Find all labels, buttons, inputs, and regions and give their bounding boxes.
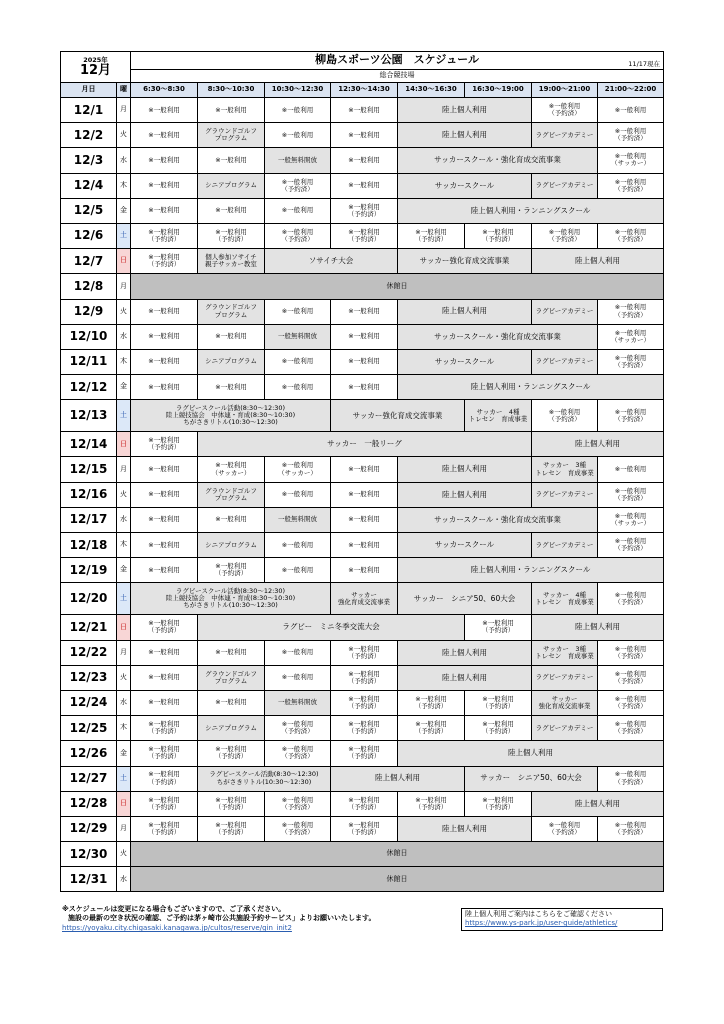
date-cell: 12/8 — [61, 274, 117, 299]
schedule-cell: ※一般利用 — [331, 98, 398, 123]
table-row — [61, 558, 664, 583]
weekday-cell: 木 — [117, 716, 131, 741]
schedule-cell: ※一般利用 （予約済） — [465, 690, 532, 715]
weekday-cell: 金 — [117, 198, 131, 223]
date-cell: 12/6 — [61, 223, 117, 248]
date-cell: 12/19 — [61, 558, 117, 583]
schedule-cell: 陸上個人利用 — [398, 816, 532, 841]
schedule-cell: ※一般利用 （予約済） — [198, 816, 265, 841]
schedule-cell: ※一般利用 （予約済） — [598, 223, 664, 248]
schedule-cell: ※一般利用 （予約済） — [131, 741, 198, 766]
schedule-cell: 陸上個人利用 — [398, 457, 532, 482]
schedule-cell: ※一般利用 （予約済） — [331, 816, 398, 841]
schedule-cell: ※一般利用 — [131, 665, 198, 690]
schedule-cell: グラウンドゴルフ プログラム — [198, 665, 265, 690]
table-row — [61, 690, 664, 715]
footer-note-2: 施設の最新の空き状況の確認、ご予約は茅ヶ崎市公共施設予約サービス」よりお願いいたします。 — [68, 914, 376, 922]
date-cell: 12/23 — [61, 665, 117, 690]
table-row — [61, 766, 664, 791]
table-row — [61, 867, 664, 892]
schedule-cell: ※一般利用 — [265, 349, 331, 374]
schedule-cell: ※一般利用 （予約済） — [598, 173, 664, 198]
reservation-link[interactable]: https://yoyaku.city.chigasaki.kanagawa.jp/cultos/reserve/gin_init2 — [62, 924, 292, 932]
date-cell: 12/9 — [61, 299, 117, 324]
schedule-cell: サッカー 強化育成交流事業 — [331, 583, 398, 615]
schedule-cell: ※一般利用 — [265, 533, 331, 558]
weekday-cell: 木 — [117, 349, 131, 374]
table-row — [61, 324, 664, 349]
column-header: 14:30〜16:30 — [398, 83, 465, 98]
date-cell: 12/5 — [61, 198, 117, 223]
schedule-cell: ※一般利用 — [598, 457, 664, 482]
schedule-cell: ※一般利用 （予約済） — [532, 223, 598, 248]
schedule-cell: ※一般利用 — [198, 98, 265, 123]
schedule-cell: ※一般利用 （予約済） — [331, 198, 398, 223]
schedule-cell: ソサイチ大会 — [265, 249, 398, 274]
schedule-cell: ※一般利用 （予約済） — [131, 791, 198, 816]
schedule-cell: ラグビーアカデミー — [532, 482, 598, 507]
schedule-cell: ※一般利用 （予約済） — [398, 716, 465, 741]
schedule-cell: サッカースクール — [398, 349, 532, 374]
schedule-cell: ※一般利用 — [265, 299, 331, 324]
weekday-cell: 日 — [117, 432, 131, 457]
schedule-cell: ※一般利用 （予約済） — [265, 173, 331, 198]
date-cell: 12/24 — [61, 690, 117, 715]
date-cell: 12/26 — [61, 741, 117, 766]
schedule-cell: サッカースクール — [398, 533, 532, 558]
schedule-cell: ※一般利用 — [131, 507, 198, 532]
schedule-cell: ※一般利用 （予約済） — [131, 223, 198, 248]
schedule-cell: ラグビースクール活動(8:30〜12:30) 陸上競技協会 中体連・育成(8:30〜10:30) ちがさきリトル(10:30〜12:30) — [131, 583, 331, 615]
column-header: 21:00〜22:00 — [598, 83, 664, 98]
schedule-cell: シニアプログラム — [198, 173, 265, 198]
schedule-cell: 陸上個人利用 — [398, 741, 664, 766]
weekday-cell: 土 — [117, 400, 131, 432]
schedule-cell: ※一般利用 （予約済） — [398, 223, 465, 248]
schedule-cell: サッカー強化育成交流事業 — [331, 400, 465, 432]
date-cell: 12/30 — [61, 842, 117, 867]
schedule-cell: ※一般利用 （予約済） — [598, 716, 664, 741]
schedule-cell: ※一般利用 （予約済） — [598, 766, 664, 791]
schedule-cell: 一般無料開放 — [265, 507, 331, 532]
weekday-cell: 日 — [117, 791, 131, 816]
weekday-cell: 火 — [117, 665, 131, 690]
schedule-cell: 個人参加ソサイチ 親子サッカー教室 — [198, 249, 265, 274]
schedule-cell: ※一般利用 — [198, 198, 265, 223]
schedule-cell: 陸上個人利用 — [398, 640, 532, 665]
weekday-cell: 金 — [117, 741, 131, 766]
date-cell: 12/1 — [61, 98, 117, 123]
schedule-cell: ※一般利用 （予約済） — [131, 615, 198, 640]
schedule-cell: ※一般利用 （予約済） — [331, 716, 398, 741]
date-cell: 12/29 — [61, 816, 117, 841]
schedule-cell: ※一般利用 — [265, 665, 331, 690]
schedule-cell: ※一般利用 — [131, 457, 198, 482]
table-row — [61, 299, 664, 324]
date-cell: 12/10 — [61, 324, 117, 349]
schedule-cell: ※一般利用 （予約済） — [598, 690, 664, 715]
schedule-cell: 陸上個人利用 — [532, 249, 664, 274]
schedule-cell: サッカー 一般リーグ — [198, 432, 532, 457]
table-row — [61, 640, 664, 665]
table-row — [61, 583, 664, 615]
table-row — [61, 816, 664, 841]
schedule-cell: ※一般利用 — [131, 324, 198, 349]
weekday-cell: 日 — [117, 615, 131, 640]
schedule-cell: ※一般利用 （予約済） — [331, 791, 398, 816]
closed-day-cell: 休館日 — [131, 274, 664, 299]
schedule-cell: ※一般利用 — [331, 123, 398, 148]
table-row — [61, 482, 664, 507]
schedule-cell: ※一般利用 （予約済） — [331, 741, 398, 766]
weekday-cell: 木 — [117, 173, 131, 198]
schedule-cell: ※一般利用 — [331, 324, 398, 349]
schedule-cell: ※一般利用 — [331, 558, 398, 583]
date-cell: 12/12 — [61, 375, 117, 400]
schedule-cell: サッカー 3種 トレセン 育成事業 — [532, 640, 598, 665]
schedule-cell: ※一般利用 （予約済） — [265, 223, 331, 248]
schedule-cell: ※一般利用 （予約済） — [598, 400, 664, 432]
weekday-cell: 月 — [117, 640, 131, 665]
schedule-cell: 陸上個人利用・ランニングスクール — [398, 198, 664, 223]
schedule-cell: ※一般利用 — [331, 173, 398, 198]
schedule-cell: サッカー シニア50、60大会 — [465, 766, 598, 791]
schedule-cell: ※一般利用 （予約済） — [598, 123, 664, 148]
schedule-cell: ※一般利用 — [198, 148, 265, 173]
weekday-cell: 水 — [117, 507, 131, 532]
weekday-cell: 土 — [117, 583, 131, 615]
schedule-cell: ※一般利用 — [131, 482, 198, 507]
schedule-cell: ※一般利用 — [198, 375, 265, 400]
schedule-cell: ※一般利用 — [198, 507, 265, 532]
schedule-cell: ラグビースクール活動(8:30〜12:30) ちがさきリトル(10:30〜12:30) — [198, 766, 331, 791]
schedule-cell: シニアプログラム — [198, 716, 265, 741]
footer-note-1: ※スケジュールは変更になる場合もございますので、ご了承ください。 — [62, 905, 286, 913]
date-cell: 12/27 — [61, 766, 117, 791]
column-header-row — [61, 83, 664, 98]
schedule-cell: ラグビーアカデミー — [532, 716, 598, 741]
schedule-cell: 陸上個人利用 — [398, 299, 532, 324]
date-cell: 12/25 — [61, 716, 117, 741]
schedule-cell: ※一般利用 （サッカー） — [598, 148, 664, 173]
schedule-cell: シニアプログラム — [198, 349, 265, 374]
schedule-cell: ※一般利用 — [331, 533, 398, 558]
table-row — [61, 615, 664, 640]
schedule-cell: シニアプログラム — [198, 533, 265, 558]
schedule-cell: ラグビー ミニ冬季交流大会 — [198, 615, 465, 640]
schedule-cell: 一般無料開放 — [265, 324, 331, 349]
schedule-cell: ※一般利用 （予約済） — [598, 533, 664, 558]
column-header: 月日 — [61, 83, 117, 98]
schedule-cell: ※一般利用 — [598, 98, 664, 123]
schedule-cell: ※一般利用 （予約済） — [265, 716, 331, 741]
schedule-cell: ※一般利用 （予約済） — [598, 349, 664, 374]
schedule-cell: ※一般利用 — [198, 690, 265, 715]
schedule-cell: ※一般利用 — [265, 558, 331, 583]
schedule-cell: ※一般利用 — [265, 375, 331, 400]
schedule-cell: ※一般利用 （予約済） — [131, 766, 198, 791]
table-row — [61, 123, 664, 148]
table-row — [61, 432, 664, 457]
date-cell: 12/18 — [61, 533, 117, 558]
schedule-cell: ※一般利用 — [198, 640, 265, 665]
column-header: 曜 — [117, 83, 131, 98]
schedule-table — [60, 51, 664, 892]
schedule-cell: サッカースクール・強化育成交流事業 — [398, 507, 598, 532]
schedule-cell: 陸上個人利用 — [532, 791, 664, 816]
schedule-cell: ※一般利用 — [131, 98, 198, 123]
table-row — [61, 349, 664, 374]
column-header: 6:30〜8:30 — [131, 83, 198, 98]
schedule-cell: ※一般利用 （予約済） — [465, 223, 532, 248]
schedule-cell: ※一般利用 — [331, 349, 398, 374]
schedule-cell: サッカー 3種 トレセン 育成事業 — [532, 457, 598, 482]
column-header: 12:30〜14:30 — [331, 83, 398, 98]
schedule-cell: ※一般利用 （予約済） — [265, 791, 331, 816]
schedule-cell: 一般無料開放 — [265, 148, 331, 173]
schedule-cell: ※一般利用 — [131, 198, 198, 223]
table-row — [61, 665, 664, 690]
weekday-cell: 土 — [117, 223, 131, 248]
schedule-cell: ※一般利用 （予約済） — [331, 690, 398, 715]
schedule-cell: ラグビーアカデミー — [532, 173, 598, 198]
date-cell: 12/16 — [61, 482, 117, 507]
table-row — [61, 842, 664, 867]
as-of-date: 11/17現在 — [628, 59, 661, 68]
table-row — [61, 98, 664, 123]
schedule-cell: ※一般利用 （予約済） — [198, 791, 265, 816]
schedule-cell: 陸上個人利用・ランニングスクール — [398, 558, 664, 583]
schedule-cell: サッカー シニア50、60大会 — [398, 583, 532, 615]
schedule-cell: ※一般利用 — [131, 558, 198, 583]
schedule-cell: 陸上個人利用 — [398, 665, 532, 690]
schedule-cell: ※一般利用 — [131, 640, 198, 665]
table-row — [61, 223, 664, 248]
date-cell: 12/11 — [61, 349, 117, 374]
schedule-cell: ※一般利用 — [131, 123, 198, 148]
weekday-cell: 日 — [117, 249, 131, 274]
weekday-cell: 水 — [117, 690, 131, 715]
schedule-cell: ※一般利用 — [131, 375, 198, 400]
schedule-cell: ※一般利用 （予約済） — [598, 816, 664, 841]
schedule-cell: ※一般利用 （予約済） — [198, 223, 265, 248]
schedule-cell: ※一般利用 （予約済） — [465, 615, 532, 640]
athletics-info-link[interactable]: https://www.ys-park.jp/user-guide/athletics/ — [465, 919, 618, 928]
table-row — [61, 507, 664, 532]
schedule-cell: ※一般利用 — [198, 324, 265, 349]
schedule-cell: ※一般利用 （サッカー） — [598, 507, 664, 532]
schedule-cell: ※一般利用 （予約済） — [598, 299, 664, 324]
schedule-cell: ※一般利用 （予約済） — [131, 816, 198, 841]
schedule-cell: ※一般利用 （予約済） — [532, 816, 598, 841]
schedule-cell: 陸上個人利用 — [398, 98, 532, 123]
date-cell: 12/21 — [61, 615, 117, 640]
date-cell: 12/28 — [61, 791, 117, 816]
schedule-cell: ※一般利用 （予約済） — [398, 791, 465, 816]
schedule-cell: ※一般利用 （予約済） — [465, 791, 532, 816]
date-cell: 12/22 — [61, 640, 117, 665]
weekday-cell: 月 — [117, 274, 131, 299]
schedule-cell: ※一般利用 — [331, 457, 398, 482]
athletics-info-text: 陸上個人利用ご案内はこちらをご確認ください — [465, 910, 612, 918]
weekday-cell: 火 — [117, 123, 131, 148]
table-row — [61, 375, 664, 400]
schedule-cell: グラウンドゴルフ プログラム — [198, 482, 265, 507]
schedule-cell: ラグビーアカデミー — [532, 123, 598, 148]
schedule-cell: ※一般利用 — [131, 533, 198, 558]
table-row — [61, 457, 664, 482]
schedule-cell: ※一般利用 — [265, 198, 331, 223]
schedule-cell: ※一般利用 （予約済） — [465, 716, 532, 741]
schedule-cell: 一般無料開放 — [265, 690, 331, 715]
schedule-cell: 陸上個人利用 — [532, 615, 664, 640]
schedule-cell: ※一般利用 （予約済） — [532, 98, 598, 123]
table-row — [61, 716, 664, 741]
weekday-cell: 火 — [117, 299, 131, 324]
date-cell: 12/15 — [61, 457, 117, 482]
date-cell: 12/4 — [61, 173, 117, 198]
schedule-cell: ※一般利用 — [331, 482, 398, 507]
weekday-cell: 木 — [117, 533, 131, 558]
schedule-cell: ※一般利用 — [131, 173, 198, 198]
schedule-cell: ラグビーアカデミー — [532, 349, 598, 374]
schedule-cell: ※一般利用 — [265, 640, 331, 665]
schedule-cell: グラウンドゴルフ プログラム — [198, 299, 265, 324]
date-cell: 12/2 — [61, 123, 117, 148]
schedule-cell: ※一般利用 — [331, 299, 398, 324]
schedule-cell: 陸上個人利用 — [398, 482, 532, 507]
weekday-cell: 月 — [117, 98, 131, 123]
schedule-cell: ※一般利用 （サッカー） — [265, 457, 331, 482]
schedule-cell: ※一般利用 （予約済） — [598, 665, 664, 690]
schedule-cell: ※一般利用 （予約済） — [265, 816, 331, 841]
schedule-cell: ※一般利用 （予約済） — [398, 690, 465, 715]
schedule-cell: ※一般利用 — [131, 299, 198, 324]
schedule-cell: サッカースクール・強化育成交流事業 — [398, 324, 598, 349]
weekday-cell: 火 — [117, 842, 131, 867]
schedule-cell: サッカー 4種 トレセン 育成事業 — [532, 583, 598, 615]
schedule-sheet — [60, 51, 663, 892]
schedule-cell: 陸上個人利用・ランニングスクール — [398, 375, 664, 400]
schedule-cell: サッカー 強化育成交流事業 — [532, 690, 598, 715]
weekday-cell: 水 — [117, 148, 131, 173]
schedule-cell: ※一般利用 — [331, 507, 398, 532]
schedule-cell: ※一般利用 — [265, 123, 331, 148]
date-cell: 12/13 — [61, 400, 117, 432]
schedule-cell: ※一般利用 （予約済） — [198, 741, 265, 766]
schedule-cell: サッカースクール・強化育成交流事業 — [398, 148, 598, 173]
athletics-info-box — [461, 908, 663, 931]
venue-label: 総合競技場 — [131, 70, 664, 83]
month-label: 12月 — [79, 62, 112, 78]
schedule-cell: ラグビースクール活動(8:30〜12:30) 陸上競技協会 中体連・育成(8:30〜10:30) ちがさきリトル(10:30〜12:30) — [131, 400, 331, 432]
page-title — [131, 52, 664, 70]
schedule-cell: ※一般利用 — [131, 349, 198, 374]
table-row — [61, 791, 664, 816]
closed-day-cell: 休館日 — [131, 842, 664, 867]
weekday-cell: 火 — [117, 482, 131, 507]
schedule-cell: ※一般利用 （予約済） — [265, 741, 331, 766]
table-row — [61, 400, 664, 432]
column-header: 16:30〜19:00 — [465, 83, 532, 98]
schedule-cell: サッカー 4種 トレセン 育成事業 — [465, 400, 532, 432]
weekday-cell: 水 — [117, 867, 131, 892]
schedule-cell: ※一般利用 — [331, 375, 398, 400]
schedule-cell: ※一般利用 — [331, 148, 398, 173]
schedule-cell: ※一般利用 （予約済） — [131, 432, 198, 457]
schedule-cell: ※一般利用 — [265, 482, 331, 507]
schedule-cell: ※一般利用 — [131, 148, 198, 173]
weekday-cell: 月 — [117, 457, 131, 482]
schedule-cell: ※一般利用 （予約済） — [532, 400, 598, 432]
date-cell: 12/7 — [61, 249, 117, 274]
column-header: 19:00〜21:00 — [532, 83, 598, 98]
table-row — [61, 148, 664, 173]
weekday-cell: 月 — [117, 816, 131, 841]
schedule-cell: ※一般利用 （予約済） — [598, 583, 664, 615]
table-row — [61, 249, 664, 274]
schedule-cell: 陸上個人利用 — [532, 432, 664, 457]
schedule-cell: ※一般利用 （予約済） — [598, 482, 664, 507]
schedule-cell: ※一般利用 （予約済） — [598, 640, 664, 665]
weekday-cell: 金 — [117, 375, 131, 400]
date-cell: 12/31 — [61, 867, 117, 892]
schedule-cell: ラグビーアカデミー — [532, 665, 598, 690]
schedule-cell: ※一般利用 （サッカー） — [598, 324, 664, 349]
weekday-cell: 金 — [117, 558, 131, 583]
schedule-cell: ※一般利用 （予約済） — [331, 665, 398, 690]
column-header: 8:30〜10:30 — [198, 83, 265, 98]
date-cell: 12/14 — [61, 432, 117, 457]
schedule-cell: ※一般利用 （予約済） — [198, 558, 265, 583]
table-row — [61, 198, 664, 223]
table-row — [61, 173, 664, 198]
schedule-cell: 陸上個人利用 — [331, 766, 465, 791]
schedule-cell: ラグビーアカデミー — [532, 299, 598, 324]
schedule-cell: サッカースクール — [398, 173, 532, 198]
schedule-cell: ※一般利用 — [131, 690, 198, 715]
column-header: 10:30〜12:30 — [265, 83, 331, 98]
schedule-cell: ※一般利用 （予約済） — [331, 223, 398, 248]
weekday-cell: 水 — [117, 324, 131, 349]
schedule-cell: ※一般利用 （予約済） — [131, 716, 198, 741]
schedule-cell: 陸上個人利用 — [398, 123, 532, 148]
table-row — [61, 741, 664, 766]
schedule-cell: ※一般利用 （予約済） — [331, 640, 398, 665]
date-cell: 12/3 — [61, 148, 117, 173]
schedule-cell: ※一般利用 （サッカー） — [198, 457, 265, 482]
schedule-cell: サッカー強化育成交流事業 — [398, 249, 532, 274]
year-label: 2025年 — [83, 56, 108, 65]
schedule-cell: グラウンドゴルフ プログラム — [198, 123, 265, 148]
closed-day-cell: 休館日 — [131, 867, 664, 892]
schedule-cell: ※一般利用 — [265, 98, 331, 123]
weekday-cell: 土 — [117, 766, 131, 791]
table-row — [61, 533, 664, 558]
date-cell: 12/20 — [61, 583, 117, 615]
schedule-cell: ※一般利用 （予約済） — [131, 249, 198, 274]
title-text: 柳島スポーツ公園 スケジュール — [315, 53, 479, 67]
year-month-cell — [61, 52, 131, 83]
date-cell: 12/17 — [61, 507, 117, 532]
schedule-cell: ラグビーアカデミー — [532, 533, 598, 558]
table-row — [61, 274, 664, 299]
